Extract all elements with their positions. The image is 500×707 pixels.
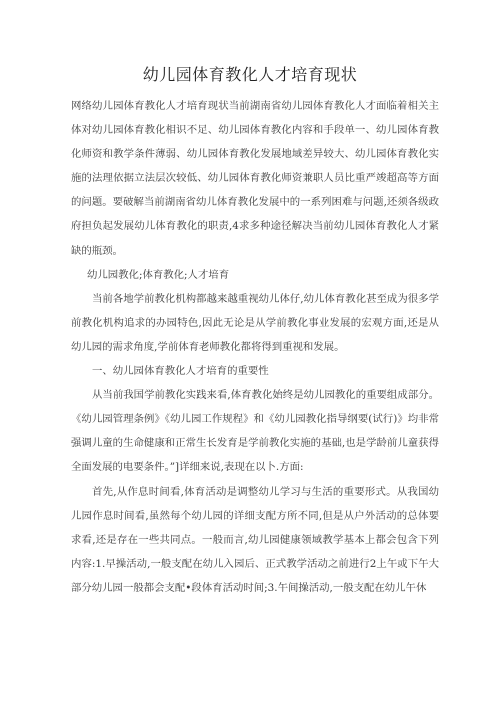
keywords-line: 幼儿园教化;体育教化;人才培育: [87, 268, 230, 281]
body-paragraph: 从当前我国学前教化实践来看,体育教化始终是幼儿园教化的重要组成部分。《幼儿园管理条例》《幼儿园工作规程》和《幼儿园教化指导纲要(试行)》均非常强调儿童的生命健康和正常生长发育是学前教化实施的基础,也是学龄前儿童获得全面发展的电要条件。”]详细来说,表现在以卜.方面:: [71, 389, 439, 474]
body-paragraph: 首先,从作息时间看,体育活动是调整幼儿学习与生活的重要形式。从我国幼儿园作息时间看,虽然每个幼儿园的详细支配方所不同,但是从户外活动的总体要求看,还是存在一些共同点。一般而言,幼儿园健康领域教学基本上都会包含下列内容:1.早操活动,一般支配在幼儿入园后、正式教学活动之前进行2上午或下午大部分幼儿园一般都会支配•段体育活动时间;3.午间操活动,一般支配在幼儿午休: [71, 485, 439, 594]
abstract-paragraph: 网络幼儿园体育教化人才培育现状当前湖南省幼儿园体育教化人才面临着相关主体对幼儿园体育教化相识不足、幼儿园体育教化内容和手段单一、幼儿园体育教化师资和教学条件薄弱、幼儿园体育教化发展地域差异较大、幼儿园体育教化实施的法理依据立法层次较低、幼儿园体育教化师资兼职人员比重严竣超高等方面的问题。要破解当前湖南省幼儿体育教化发展中的一系列困难与问题,还须各级政府担负起发展幼儿体育教化的职责,4求多种途径解决当前幼儿园体育教化人才紧缺的瓶颈。: [71, 100, 439, 257]
document-title: 幼儿园体育教化人才培育现状: [142, 65, 358, 84]
document-body: [71, 94, 439, 600]
intro-paragraph: 当前各地学前教化机构都越来越重视幼儿体仔,幼儿体育教化甚至成为很多学前教化机构追求的办园特色,因此无论是从学前教化事业发展的宏观方面,还是从幼儿园的需求角度,学前体育老师教化都将得到重视和发展。: [71, 292, 439, 353]
section-heading: 一、幼儿园体育教化人才培育的重要性: [92, 365, 269, 378]
